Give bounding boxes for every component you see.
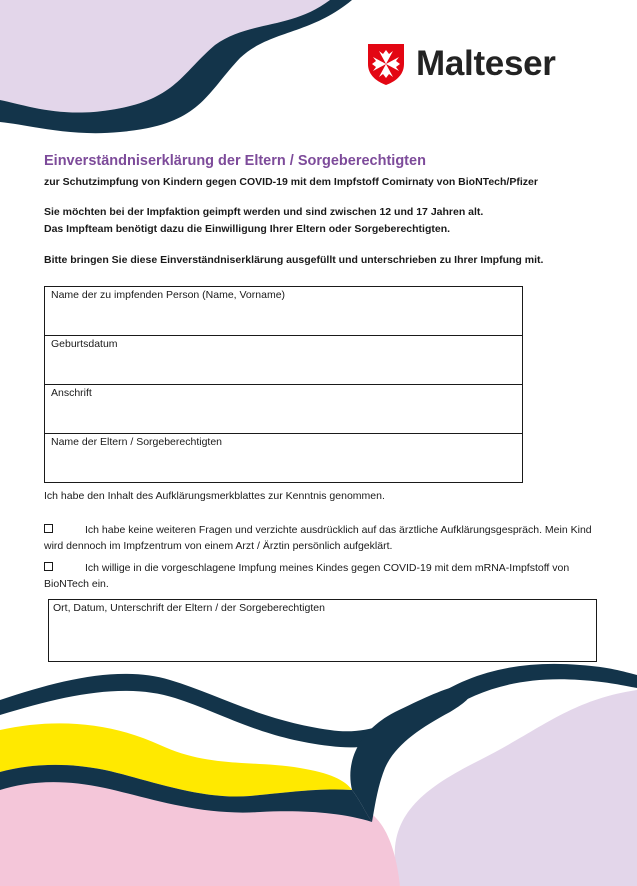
intro-text (44, 204, 584, 238)
form-title: Einverständniserklärung der Eltern / Sorgeberechtigten (44, 153, 426, 169)
signature-field[interactable] (48, 599, 597, 662)
intro-line-1: Sie möchten bei der Impfaktion geimpft werden und sind zwischen 12 und 17 Jahren alt. (44, 206, 484, 218)
acknowledge-text: Ich habe den Inhalt des Aufklärungsmerkblattes zur Kenntnis genommen. (44, 490, 385, 502)
field-address[interactable] (45, 385, 522, 434)
waiver-checkbox[interactable] (44, 524, 53, 533)
waiver-checkbox-item (44, 522, 599, 554)
field-birthdate-label: Geburtsdatum (51, 338, 118, 350)
field-person-name[interactable] (45, 287, 522, 336)
maltese-cross-shield-icon (366, 42, 406, 86)
malteser-logo (366, 42, 556, 86)
field-parents-name-label: Name der Eltern / Sorgeberechtigten (51, 436, 223, 448)
field-address-label: Anschrift (51, 387, 92, 399)
consent-checkbox[interactable] (44, 562, 53, 571)
field-parents-name[interactable] (45, 434, 522, 483)
consent-checkbox-item (44, 560, 599, 592)
brand-name: Malteser (416, 44, 556, 83)
person-fields-table (44, 286, 523, 483)
form-subtitle: zur Schutzimpfung von Kindern gegen COVID-19 mit dem Impfstoff Comirnaty von BioNTech/Pfizer (44, 176, 538, 188)
field-person-name-label: Name der zu impfenden Person (Name, Vorname) (51, 289, 286, 301)
instruction-text: Bitte bringen Sie diese Einverständniserklärung ausgefüllt und unterschrieben zu Ihrer Impfung mit. (44, 254, 544, 266)
intro-line-2: Das Impfteam benötigt dazu die Einwilligung Ihrer Eltern oder Sorgeberechtigten. (44, 223, 451, 235)
field-birthdate[interactable] (45, 336, 522, 385)
waiver-text: Ich habe keine weiteren Fragen und verzichte ausdrücklich auf das ärztliche Aufklärungsgespräch. Mein Kind wird dennoch im Impfzentrum von einem Arzt / Ärztin persönlich aufgeklärt. (44, 524, 592, 552)
consent-text: Ich willige in die vorgeschlagene Impfung meines Kindes gegen COVID-19 mit dem mRNA-Impfstoff von BioNTech ein. (44, 562, 570, 590)
signature-label: Ort, Datum, Unterschrift der Eltern / der Sorgeberechtigten (53, 602, 325, 614)
